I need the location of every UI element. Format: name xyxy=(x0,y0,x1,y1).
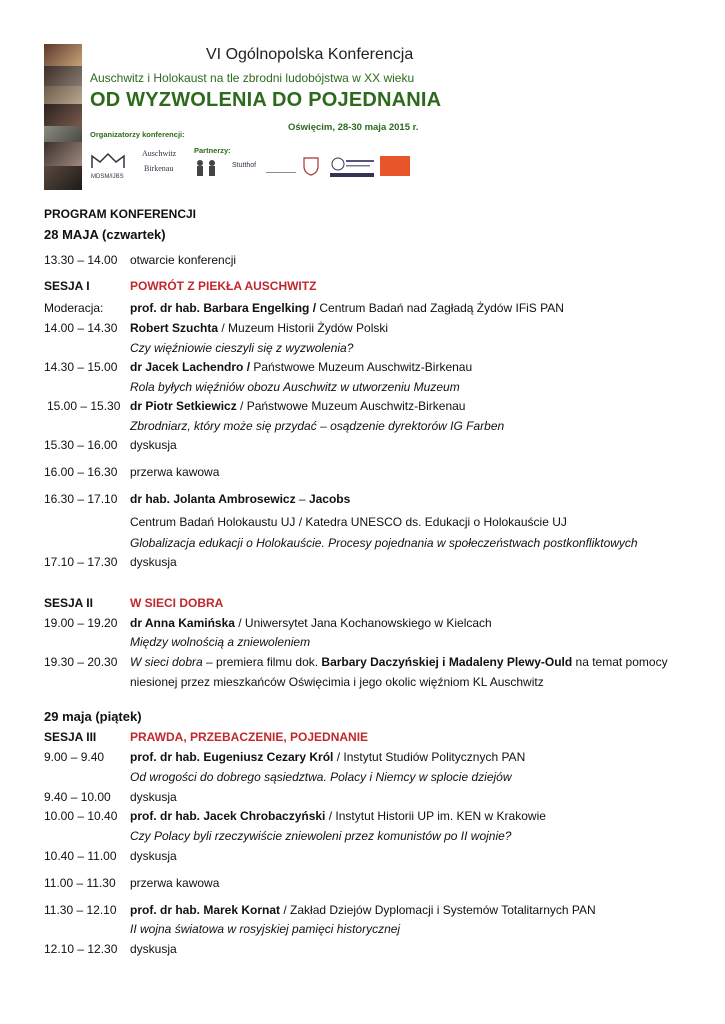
organizers-label: Organizatorzy konferencji: xyxy=(90,130,185,139)
film-title: W sieci dobra xyxy=(130,655,203,669)
talk-topic: Czy więźniowie cieszyli się z wyzwolenia? xyxy=(130,341,354,355)
time-slot: 10.40 – 11.00 xyxy=(44,849,117,863)
speaker-name: prof. dr hab. Marek Kornat xyxy=(130,903,281,917)
time-slot: 19.30 – 20.30 xyxy=(44,655,118,669)
time-slot: 15.00 – 15.30 xyxy=(47,399,121,413)
event-text: dyskusja xyxy=(130,790,177,804)
time-slot: 11.30 – 12.10 xyxy=(44,903,117,917)
speaker-name-2: Jacobs xyxy=(308,492,351,506)
photo-3 xyxy=(44,86,82,104)
crest-logo xyxy=(302,156,320,176)
speaker-institution: / Państwowe Muzeum Auschwitz-Birkenau xyxy=(236,399,466,413)
mdsm-logo xyxy=(90,150,130,172)
talk-topic: Między wolnością a zniewoleniem xyxy=(130,635,311,649)
moderator-name: prof. dr hab. Barbara Engelking / xyxy=(130,301,317,315)
banner-date: Oświęcim, 28-30 maja 2015 r. xyxy=(288,122,419,133)
event-text: przerwa kawowa xyxy=(130,465,220,479)
talk-topic: Czy Polacy byli rzeczywiście zniewoleni przez komunistów po II wojnie? xyxy=(130,829,512,843)
name-separator: – xyxy=(295,492,309,506)
photo-2 xyxy=(44,66,82,86)
moderation-label: Moderacja: xyxy=(44,301,104,315)
speaker-institution: / Instytut Historii UP im. KEN w Krakowie xyxy=(325,809,546,823)
photo-6 xyxy=(44,142,82,166)
time-slot: 16.00 – 16.30 xyxy=(44,465,118,479)
session-label: SESJA III xyxy=(44,730,97,744)
film-text-2: na temat pomocy xyxy=(572,655,668,669)
time-slot: 17.10 – 17.30 xyxy=(44,555,118,569)
speaker-institution: Centrum Badań Holokaustu UJ / Katedra UNESCO ds. Edukacji o Holokauście UJ xyxy=(130,515,567,529)
film-text: – premiera filmu dok. xyxy=(202,655,322,669)
time-slot: 19.00 – 19.20 xyxy=(44,616,118,630)
speaker-name: dr Jacek Lachendro / xyxy=(130,360,251,374)
time-slot: 11.00 – 11.30 xyxy=(44,876,116,890)
mdsm-logo-text: MDSM/IJBS xyxy=(91,174,124,180)
speaker-name: prof. dr hab. Jacek Chrobaczyński xyxy=(130,809,326,823)
session-label: SESJA I xyxy=(44,279,90,293)
photo-7 xyxy=(44,166,82,190)
time-slot: 16.30 – 17.10 xyxy=(44,492,118,506)
speaker-institution: / Muzeum Historii Żydów Polski xyxy=(218,321,389,335)
talk-topic: II wojna światowa w rosyjskiej pamięci historycznej xyxy=(130,922,401,936)
time-slot: 15.30 – 16.00 xyxy=(44,438,118,452)
film-description: niesionej przez mieszkańców Oświęcimia i jego okolic więźniom KL Auschwitz xyxy=(130,675,544,689)
speaker-institution: Państwowe Muzeum Auschwitz-Birkenau xyxy=(250,360,473,374)
session-label: SESJA II xyxy=(44,596,93,610)
birkenau-logo-text: Birkenau xyxy=(144,164,174,173)
time-slot: 9.40 – 10.00 xyxy=(44,790,111,804)
photo-strip xyxy=(44,44,82,190)
talk-topic: Zbrodniarz, który może się przydać – osądzenie dyrektorów IG Farben xyxy=(130,419,505,433)
event-text: przerwa kawowa xyxy=(130,876,220,890)
speaker-institution: / Uniwersytet Jana Kochanowskiego w Kielcach xyxy=(234,616,492,630)
speaker-name: Robert Szuchta xyxy=(130,321,219,335)
stutthof-logo-text: Stutthof xyxy=(232,162,257,169)
time-slot: 10.00 – 10.40 xyxy=(44,809,118,823)
banner-subtitle: Auschwitz i Holokaust na tle zbrodni ludobójstwa w XX wieku xyxy=(90,71,415,85)
talk-topic: Rola byłych więźniów obozu Auschwitz w utworzeniu Muzeum xyxy=(130,380,460,394)
university-logo xyxy=(330,154,376,178)
speaker-name: dr Piotr Setkiewicz xyxy=(130,399,237,413)
session-title: POWRÓT Z PIEKŁA AUSCHWITZ xyxy=(130,279,317,293)
auschwitz-logo-text: Auschwitz xyxy=(142,149,177,158)
banner-title: VI Ogólnopolska Konferencja xyxy=(206,46,414,63)
partners-label: Partnerzy: xyxy=(194,146,231,155)
talk-topic: Od wrogości do dobrego sąsiedztwa. Polacy i Niemcy w splocie dziejów xyxy=(130,770,512,784)
event-text: dyskusja xyxy=(130,849,177,863)
partner-figures-logo xyxy=(194,158,220,178)
foundation-logo xyxy=(380,156,410,176)
film-authors: Barbary Daczyńskiej i Madaleny Plewy-Ould xyxy=(321,655,573,669)
time-slot: 14.00 – 14.30 xyxy=(44,321,118,335)
banner-main-title: OD WYZWOLENIA DO POJEDNANIA xyxy=(90,89,442,111)
time-slot: 9.00 – 9.40 xyxy=(44,750,105,764)
time-slot: 14.30 – 15.00 xyxy=(44,360,118,374)
speaker-name: dr Anna Kamińska xyxy=(130,616,235,630)
session-title: PRAWDA, PRZEBACZENIE, POJEDNANIE xyxy=(130,730,369,744)
day-1-heading: 28 MAJA (czwartek) xyxy=(44,227,166,242)
photo-5 xyxy=(44,126,82,142)
time-slot: 12.10 – 12.30 xyxy=(44,942,118,956)
talk-topic: Globalizacja edukacji o Holokauście. Procesy pojednania w społeczeństwach postkonfliktowych xyxy=(130,536,638,550)
photo-1 xyxy=(44,44,82,66)
event-text: dyskusja xyxy=(130,555,177,569)
speaker-institution: / Instytut Studiów Politycznych PAN xyxy=(333,750,526,764)
photo-4 xyxy=(44,104,82,126)
conference-banner xyxy=(44,44,444,190)
speaker-name: prof. dr hab. Eugeniusz Cezary Król xyxy=(130,750,334,764)
day-2-heading: 29 maja (piątek) xyxy=(44,709,142,724)
program-title: PROGRAM KONFERENCJI xyxy=(44,207,197,221)
event-text: dyskusja xyxy=(130,438,177,452)
speaker-institution: / Zakład Dziejów Dyplomacji i Systemów Totalitarnych PAN xyxy=(280,903,596,917)
event-text: dyskusja xyxy=(130,942,177,956)
ministry-logo xyxy=(266,160,296,173)
time-slot: 13.30 – 14.00 xyxy=(44,253,118,267)
moderator-institution: Centrum Badań nad Zagładą Żydów IFiS PAN xyxy=(316,301,564,315)
session-title: W SIECI DOBRA xyxy=(130,596,224,610)
speaker-name: dr hab. Jolanta Ambrosewicz xyxy=(130,492,296,506)
event-text: otwarcie konferencji xyxy=(130,253,237,267)
